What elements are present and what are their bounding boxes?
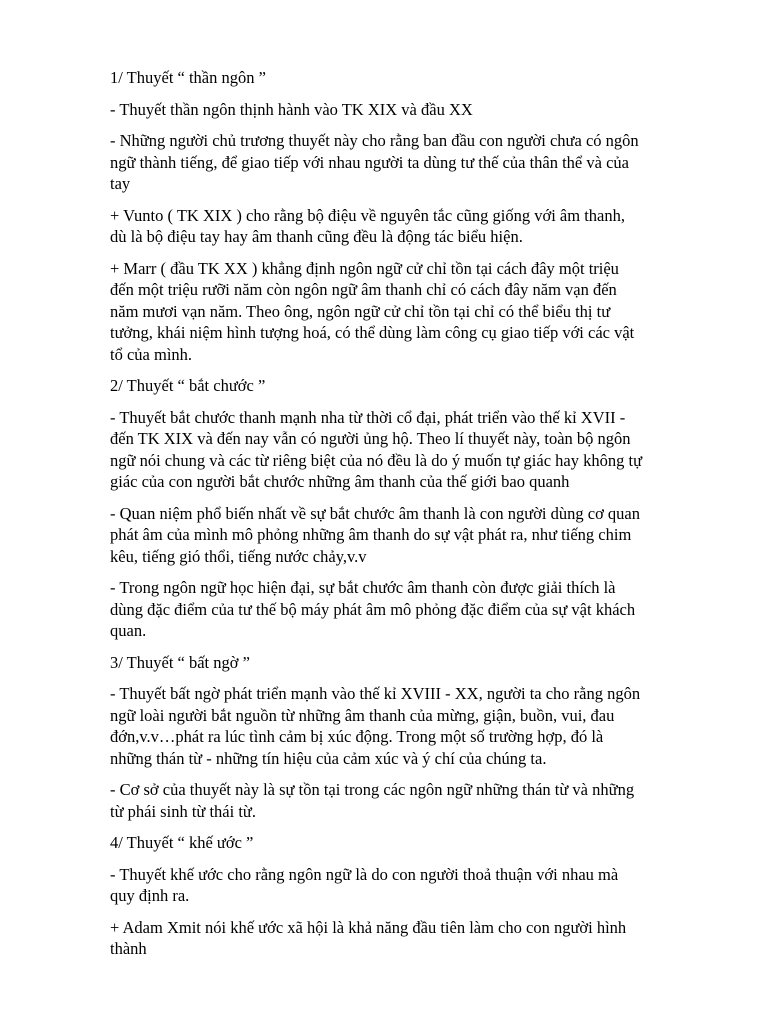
paragraph: + Vunto ( TK XIX ) cho rằng bộ điệu về nguyên tắc cũng giống với âm thanh, dù là bộ điệu tay hay âm thanh cũng đều là động tác biểu hiện. bbox=[110, 205, 625, 246]
paragraph: - Trong ngôn ngữ học hiện đại, sự bắt chước âm thanh còn được giải thích là dùng đặc điểm của tư thế bộ máy phát âm mô phỏng đặc điểm của sự vật khách quan. bbox=[110, 578, 636, 640]
section-heading-1: 1/ Thuyết “ thần ngôn ” bbox=[110, 68, 266, 87]
paragraph: - Thuyết bất ngờ phát triển mạnh vào thế kỉ XVIII - XX, người ta cho rằng ngôn ngữ loài người bắt nguồn từ những âm thanh của mừng, giận, buồn, vui, đau đớn,v.v…phát ra lúc tình cảm bị xúc động. Trong một số trường hợp, đó là những thán từ - những tín hiệu của cảm xúc và ý chí của chúng ta. bbox=[110, 684, 641, 768]
paragraph: - Thuyết thần ngôn thịnh hành vào TK XIX và đầu XX bbox=[110, 99, 473, 119]
section-heading-2: 2/ Thuyết “ bắt chước ” bbox=[110, 376, 266, 395]
paragraph: - Những người chủ trương thuyết này cho rằng ban đầu con người chưa có ngôn ngữ thành tiếng, để giao tiếp với nhau người ta dùng tư thế của thân thể và của tay bbox=[110, 131, 639, 193]
paragraph: - Thuyết khế ước cho rằng ngôn ngữ là do con người thoả thuận với nhau mà quy định ra. bbox=[110, 864, 619, 905]
paragraph: - Quan niệm phổ biến nhất về sự bắt chước âm thanh là con người dùng cơ quan phát âm của mình mô phỏng những âm thanh do sự vật phát ra, như tiếng chim kêu, tiếng gió thổi, tiếng nước chảy,v.v bbox=[110, 503, 640, 566]
paragraph: + Adam Xmit nói khế ước xã hội là khả năng đầu tiên làm cho con người hình thành bbox=[110, 917, 627, 958]
paragraph: + Marr ( đầu TK XX ) khẳng định ngôn ngữ cử chỉ tồn tại cách đây một triệu đến một triệu rưỡi năm còn ngôn ngữ âm thanh chỉ có cách đây năm vạn đến năm mươi vạn năm. Theo ông, ngôn ngữ cử chỉ tồn tại chỉ có thể biểu thị tư tưởng, khái niệm hình tượng hoá, có thể dùng làm công cụ giao tiếp với các vật tổ của mình. bbox=[110, 258, 635, 364]
paragraph: - Thuyết bắt chước thanh mạnh nha từ thời cổ đại, phát triển vào thế kỉ XVII - đến TK XIX và đến nay vẫn có người ủng hộ. Theo lí thuyết này, toàn bộ ngôn ngữ nói chung và các từ riêng biệt của nó đều là do ý muốn tự giác hay không tự giác của con người bắt chước những âm thanh của thế giới bao quanh bbox=[110, 407, 643, 491]
paragraph: - Cơ sở của thuyết này là sự tồn tại trong các ngôn ngữ những thán từ và những từ phái sinh từ thái từ. bbox=[110, 780, 635, 821]
section-heading-4: 4/ Thuyết “ khế ước ” bbox=[110, 833, 254, 852]
section-heading-3: 3/ Thuyết “ bất ngờ ” bbox=[110, 652, 250, 672]
